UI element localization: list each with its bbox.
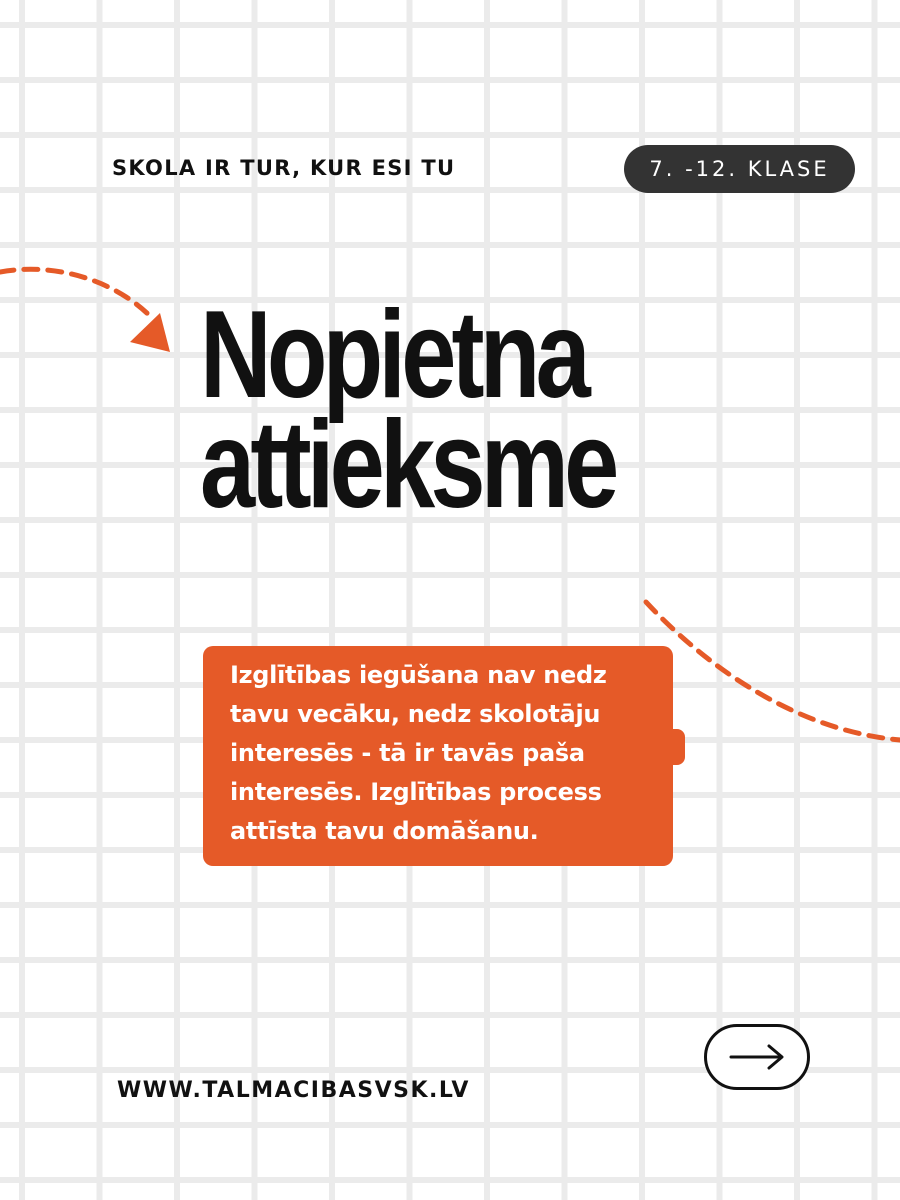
headline-line-1: Nopietna [200,286,586,424]
website-link[interactable]: WWW.TALMACIBASVSK.LV [117,1078,470,1103]
callout-line: tavu vecāku, nedz skolotāju [230,700,601,728]
grade-badge-label: 7. -12. KLASE [649,157,830,181]
arrow-right-icon [727,1042,787,1072]
callout-line: interesēs - tā ir tavās paša [230,739,585,767]
dashed-curve-top [0,269,152,318]
callout-line: attīsta tavu domāšanu. [230,817,539,845]
callout-line: Izglītības iegūšana nav nedz [230,661,607,689]
grade-badge [624,145,855,193]
arrowhead-icon [130,313,170,352]
headline [200,286,744,534]
callout-line: interesēs. Izglītības process [230,778,602,806]
callout-box [203,646,673,866]
headline-line-2: attieksme [200,396,615,534]
tagline: SKOLA IR TUR, KUR ESI TU [112,156,456,180]
next-button[interactable] [704,1024,810,1090]
dashed-curve-right [646,602,900,740]
